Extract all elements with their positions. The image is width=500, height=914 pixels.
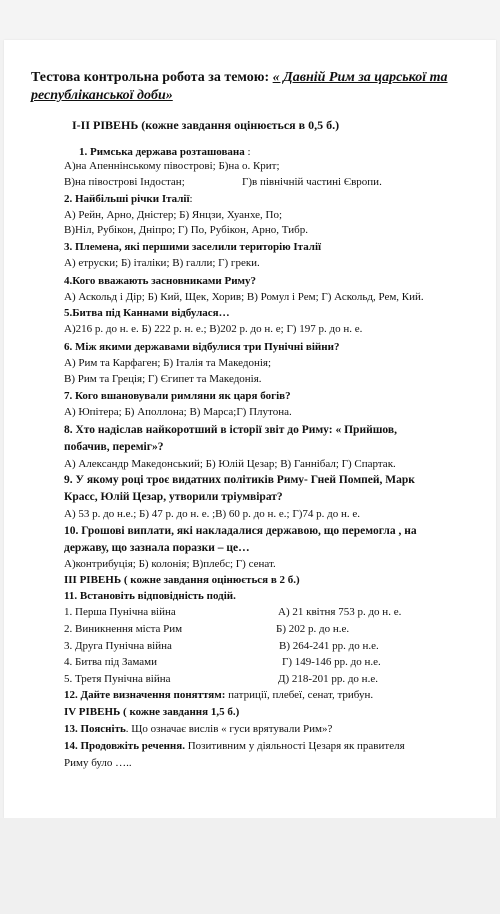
q3-options: А) етруски; Б) італіки; В) галли; Г) греки. <box>64 257 260 269</box>
question-9-line2: Красс, Юлій Цезар, утворили тріумвірат? <box>64 491 283 503</box>
q8-options: А) Александр Македонський; Б) Юлій Цезар; В) Ганнібал; Г) Спартак. <box>64 458 396 470</box>
q11-left-item: 3. Друга Пунічна війна <box>64 640 172 652</box>
question-2: 2. Найбільші річки Італії: <box>64 193 193 205</box>
title-topic: « Давній Рим за царської та <box>272 70 448 85</box>
q7-options: А) Юпітера; Б) Аполлона; В) Марса;Г) Плутона. <box>64 406 292 418</box>
document-title <box>31 70 448 86</box>
question-1: 1. Римська держава розташована : <box>79 146 251 158</box>
q1-options-a: А)на Апеннінському півострові; Б)на о. Крит; <box>64 160 280 172</box>
question-14: 14. Продовжіть речення. Позитивним у діяльності Цезаря як правителя <box>64 740 405 752</box>
q5-options: А)216 р. до н. е. Б) 222 р. н. е.; В)202 р. до н. е; Г) 197 р. до н. е. <box>64 323 363 335</box>
question-7: 7. Кого вшановували римляни як царя богів? <box>64 390 291 402</box>
title-topic-line2: республіканської доби» <box>31 88 173 103</box>
q10-options: А)контрибуція; Б) колонія; В)плебс; Г) сенат. <box>64 558 276 570</box>
question-11: 11. Встановіть відповідність подій. <box>64 590 236 602</box>
q11-left-item: 4. Битва під Замами <box>64 656 157 668</box>
question-13: 13. Поясніть. Що означає вислів « гуси врятували Рим»? <box>64 723 333 735</box>
question-10-line1: 10. Грошові виплати, які накладалися державою, що перемогла , на <box>64 525 417 537</box>
q2-options-a: А) Рейн, Арно, Дністер; Б) Янцзи, Хуанхе, По; <box>64 209 283 221</box>
q11-right-item: А) 21 квітня 753 р. до н. е. <box>278 606 402 618</box>
q11-right-item: Д) 218-201 рр. до н.е. <box>278 673 378 685</box>
q1-options-c: Г)в північній частині Європи. <box>242 176 382 188</box>
q1-options-b: В)на півострові Індостан; <box>64 176 185 188</box>
q11-left-item: 2. Виникнення міста Рим <box>64 623 183 635</box>
title-prefix: Тестова контрольна робота за темою: <box>31 70 270 85</box>
question-4: 4.Кого вважають засновниками Риму? <box>64 275 257 287</box>
level-1-2-heading: І-ІІ РІВЕНЬ (кожне завдання оцінюється в 0,5 б.) <box>72 118 340 132</box>
q6-options-a: А) Рим та Карфаген; Б) Італія та Македонія; <box>64 357 272 369</box>
level-4-heading: IV РІВЕНЬ ( кожне завдання 1,5 б.) <box>64 706 240 718</box>
q11-right-item: Б) 202 р. до н.е. <box>276 623 350 635</box>
q11-left-item: 1. Перша Пунічна війна <box>64 606 176 618</box>
question-12: 12. Дайте визначення поняттям: патриції, плебеї, сенат, трибун. <box>64 689 374 701</box>
question-10-line2: державу, що зазнала поразки – це… <box>64 542 250 554</box>
q4-options: А) Аскольд і Дір; Б) Кий, Щек, Хорив; В) Ромул і Рем; Г) Аскольд, Рем, Кий. <box>64 291 424 303</box>
question-9-line1: 9. У якому році троє видатних політиків Риму- Гней Помпей, Марк <box>64 474 415 486</box>
level-3-heading: ІІІ РІВЕНЬ ( кожне завдання оцінюється в 2 б.) <box>64 574 300 586</box>
top-bar <box>0 0 500 40</box>
q11-left-item: 5. Третя Пунічна війна <box>64 673 171 685</box>
question-14-line2: Риму було ….. <box>64 757 132 769</box>
bottom-area <box>0 818 500 914</box>
question-8-line2: побачив, переміг»? <box>64 441 164 453</box>
q9-options: А) 53 р. до н.е.; Б) 47 р. до н. е. ;В) 60 р. до н. е.; Г)74 р. до н. е. <box>64 508 360 520</box>
question-3: 3. Племена, які першими заселили територію Італії <box>64 241 322 253</box>
question-8-line1: 8. Хто надіслав найкоротший в історії звіт до Риму: « Прийшов, <box>64 424 397 436</box>
q11-right-item: Г) 149-146 рр. до н.е. <box>282 656 381 668</box>
q6-options-b: В) Рим та Греція; Г) Єгипет та Македонія. <box>64 373 262 385</box>
question-6: 6. Між якими державами відбулися три Пунічні війни? <box>64 341 340 353</box>
q2-options-b: В)Ніл, Рубікон, Дніпро; Г) По, Рубікон, Арно, Тибр. <box>64 224 308 236</box>
q11-right-item: В) 264-241 рр. до н.е. <box>279 640 379 652</box>
question-5: 5.Битва під Каннами відбулася… <box>64 307 230 319</box>
